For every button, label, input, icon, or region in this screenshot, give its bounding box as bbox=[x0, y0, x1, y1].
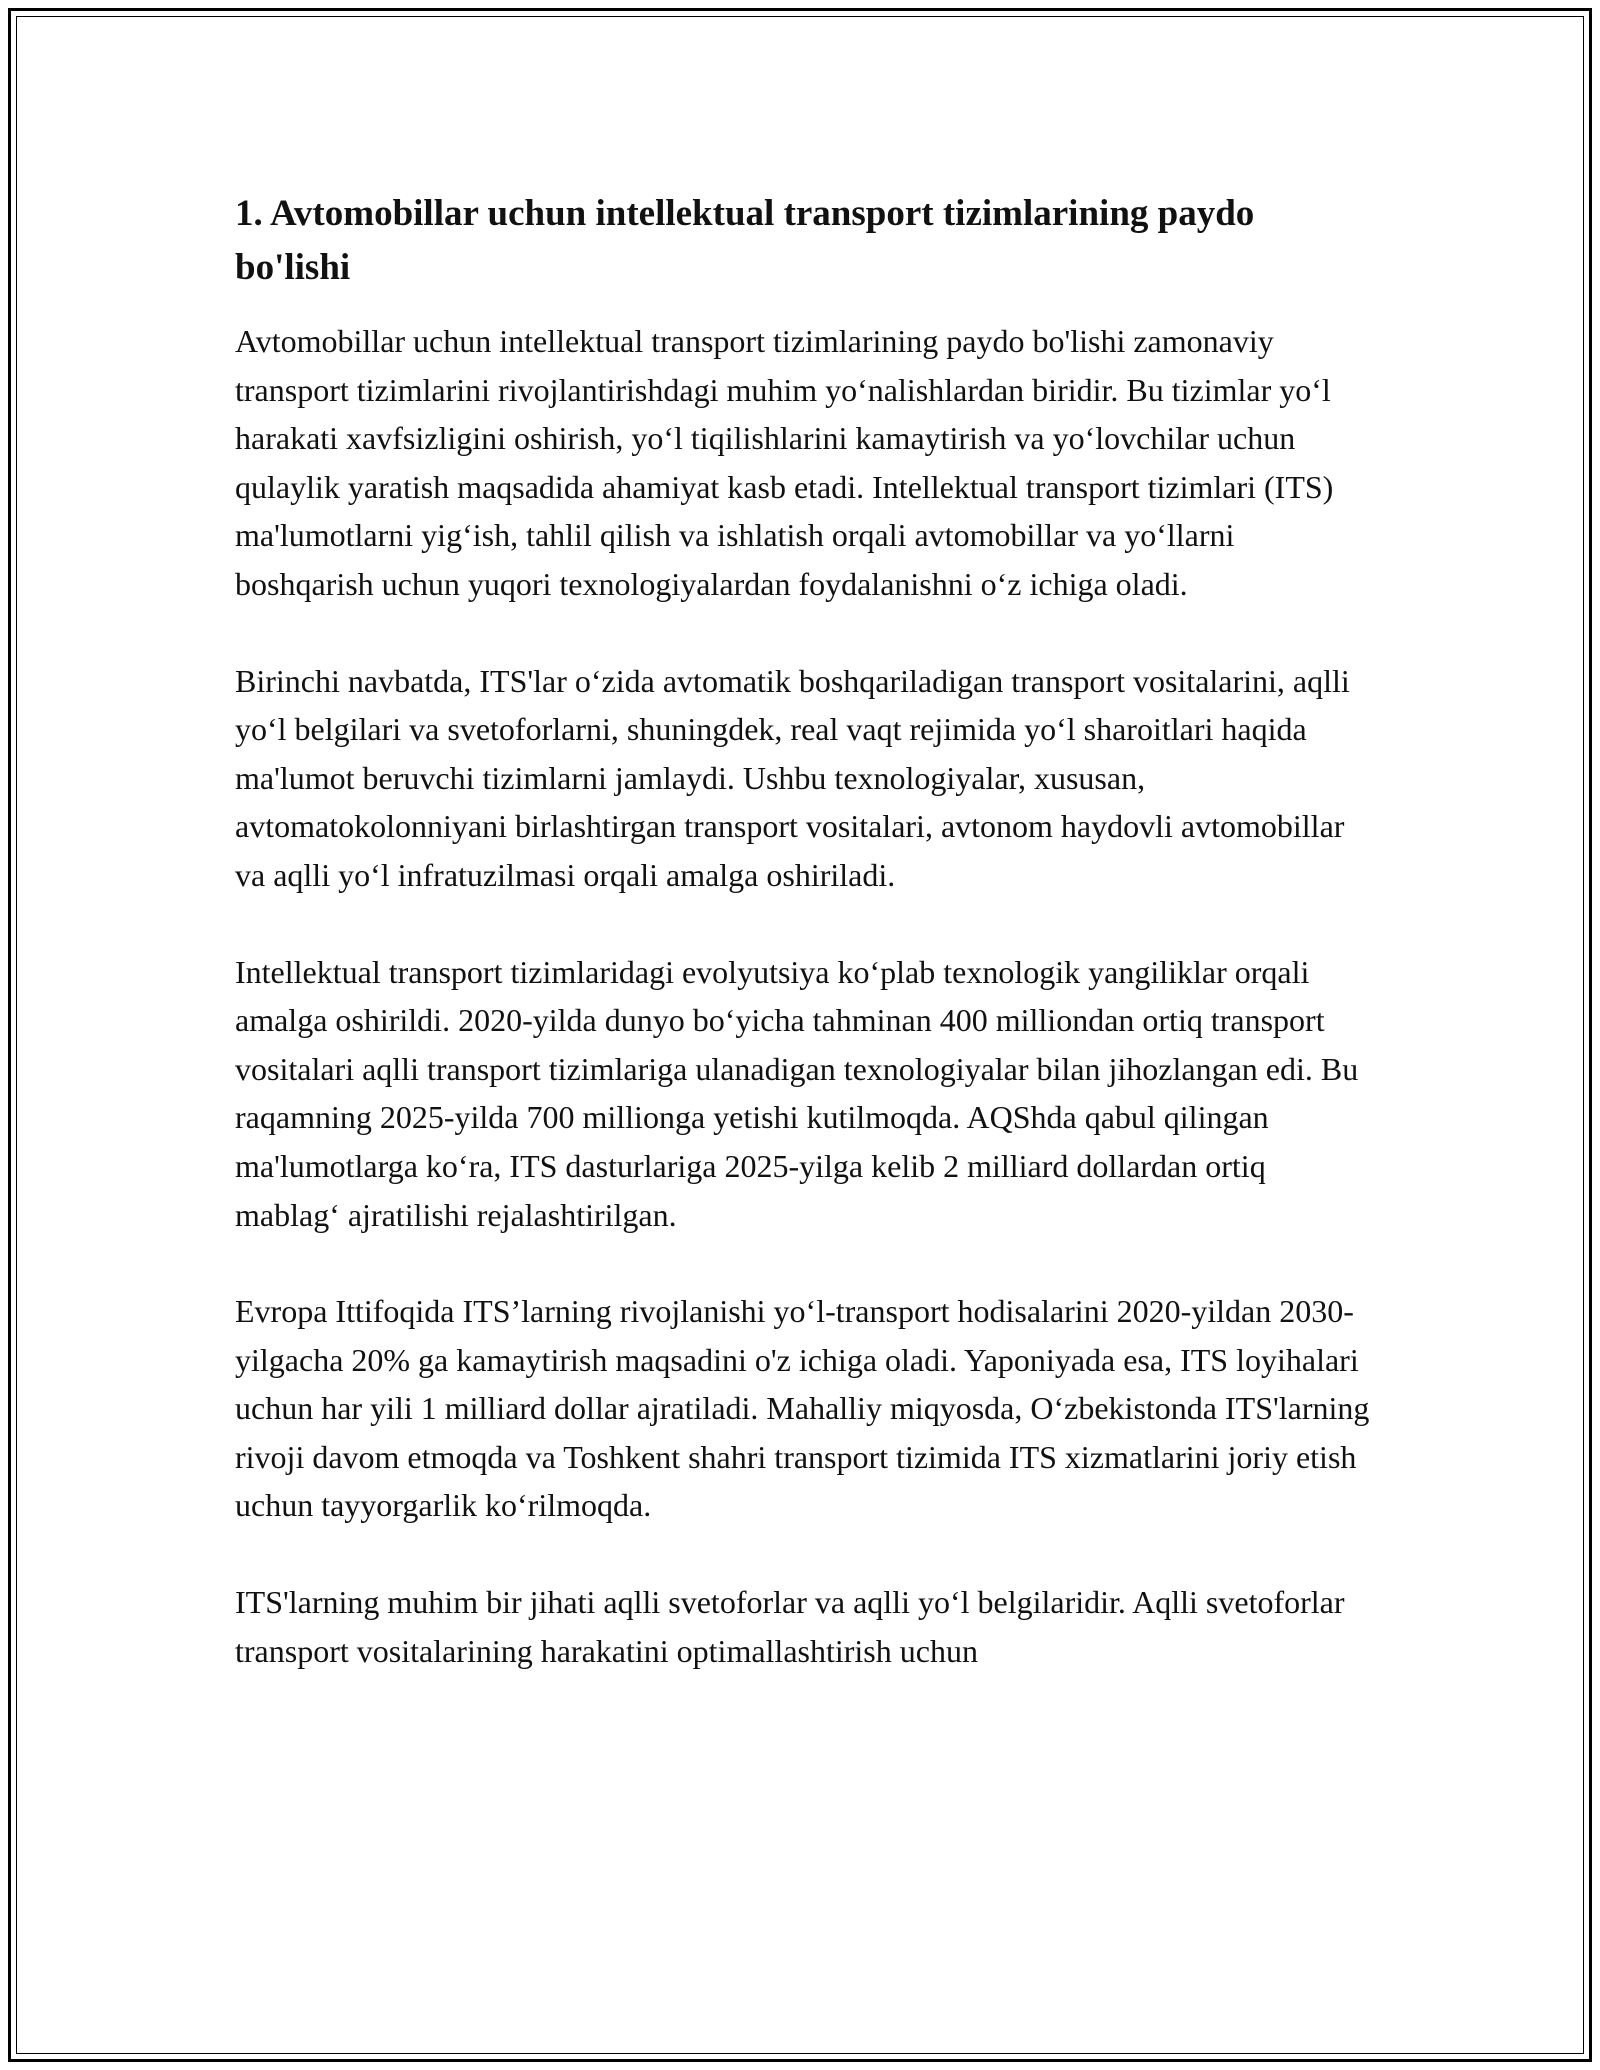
paragraph-5: ITS'larning muhim bir jihati aqlli svetoforlar va aqlli yo‘l belgilaridir. Aqlli svetoforlar transport vositalarining harakatini optimallashtirish uchun bbox=[235, 1584, 1345, 1669]
paragraph-4: Evropa Ittifoqida ITS’larning rivojlanishi yo‘l-transport hodisalarini 2020-yildan 2030-yilgacha 20% ga kamaytirish maqsadini o'z ichiga oladi. Yaponiyada esa, ITS loyihalari uchun har yili 1 milliard dollar ajratiladi. Mahalliy miqyosda, O‘zbekistonda ITS'larning rivoji davom etmoqda va Toshkent shahri transport tizimida ITS xizmatlarini joriy etish uchun tayyorgarlik ko‘rilmoqda. bbox=[235, 1293, 1370, 1524]
paragraph-2: Birinchi navbatda, ITS'lar o‘zida avtomatik boshqariladigan transport vositalarini, aqlli yo‘l belgilari va svetoforlarni, shuningdek, real vaqt rejimida yo‘l sharoitlari haqida ma'lumot beruvchi tizimlarni jamlaydi. Ushbu texnologiyalar, xususan, avtomatokolonniyani birlashtirgan transport vositalari, avtonom haydovli avtomobillar va aqlli yo‘l infratuzilmasi orqali amalga oshiriladi. bbox=[235, 662, 1350, 893]
paragraph-3: Intellektual transport tizimlaridagi evolyutsiya ko‘plab texnologik yangiliklar orqali amalga oshirildi. 2020-yilda dunyo bo‘yicha tahminan 400 milliondan ortiq transport vositalari aqlli transport tizimlariga ulanadigan texnologiyalar bilan jihozlangan edi. Bu raqamning 2025-yilda 700 millionga yetishi kutilmoqda. AQShda qabul qilingan ma'lumotlarga ko‘ra, ITS dasturlariga 2025-yilga kelib 2 milliard dollardan ortiq mablag‘ ajratilishi rejalashtirilgan. bbox=[235, 953, 1359, 1233]
paragraph-1: Avtomobillar uchun intellektual transport tizimlarining paydo bo'lishi zamonaviy transport tizimlarini rivojlantirishdagi muhim yo‘nalishlardan biridir. Bu tizimlar yo‘l harakati xavfsizligini oshirish, yo‘l tiqilishlarini kamaytirish va yo‘lovchilar uchun qulaylik yaratish maqsadida ahamiyat kasb etadi. Intellektual transport tizimlari (ITS) ma'lumotlarni yig‘ish, tahlil qilish va ishlatish orqali avtomobillar va yo‘llarni boshqarish uchun yuqori texnologiyalardan foydalanishni o‘z ichiga oladi. bbox=[235, 323, 1334, 602]
section-heading: 1. Avtomobillar uchun intellektual transport tizimlarining paydo bo'lishi bbox=[235, 193, 1255, 288]
document-body bbox=[235, 187, 1370, 1723]
